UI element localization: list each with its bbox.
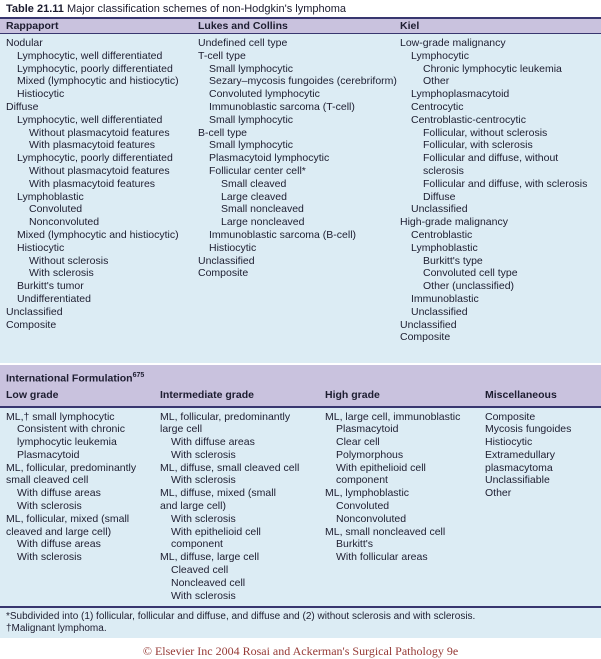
classification-entry: Large noncleaved xyxy=(221,216,305,229)
footnote-dagger: †Malignant lymphoma. xyxy=(6,622,107,634)
column-high-grade xyxy=(319,411,479,606)
section1-body xyxy=(0,34,601,363)
section2-title xyxy=(0,367,601,388)
classification-entry: Convoluted cell type xyxy=(423,267,518,280)
column-header-low-grade: Low grade xyxy=(6,389,59,401)
column-miscellaneous xyxy=(479,411,601,606)
classification-entry: sclerosis xyxy=(423,164,464,177)
classification-entry: Small lymphocytic xyxy=(209,113,294,126)
classification-entry: cleaved and large cell) xyxy=(6,525,112,538)
classification-entry: Convoluted xyxy=(336,500,390,513)
classification-entry: ML, follicular, predominantly xyxy=(6,461,137,474)
classification-entry: Plasmacytoid xyxy=(17,448,80,461)
classification-entry: Histiocytic xyxy=(17,241,65,254)
classification-entry: With diffuse areas xyxy=(171,436,255,449)
classification-entry: Plasmacytoid lymphocytic xyxy=(209,152,330,165)
classification-entry: Lymphoblastic xyxy=(17,190,84,203)
classification-entry: Mycosis fungoides xyxy=(485,423,572,436)
classification-entry: Other xyxy=(423,75,450,88)
classification-entry: Follicular, without sclerosis xyxy=(423,126,548,139)
classification-entry: ML, small noncleaved cell xyxy=(325,525,446,538)
classification-entry: Composite xyxy=(198,267,249,280)
classification-entry: Composite xyxy=(485,410,536,423)
classification-entry: With epithelioid cell xyxy=(336,461,426,474)
classification-entry: ML, follicular, predominantly xyxy=(160,410,291,423)
classification-entry: ML, follicular, mixed (small xyxy=(6,512,130,525)
classification-entry: Nodular xyxy=(6,37,43,49)
classification-entry: Histiocytic xyxy=(17,88,65,101)
classification-entry: component xyxy=(336,474,388,487)
column-header-high-grade: High grade xyxy=(325,389,380,401)
classification-entry: Undifferentiated xyxy=(17,292,91,305)
classification-entry: Follicular, with sclerosis xyxy=(423,139,533,152)
footnotes xyxy=(0,608,601,638)
classification-entry: Noncleaved cell xyxy=(171,576,246,589)
classification-entry: With follicular areas xyxy=(336,551,428,564)
classification-entry: Diffuse xyxy=(423,190,456,203)
classification-entry: ML, large cell, immunoblastic xyxy=(325,410,461,423)
column-header-rappaport: Rappaport xyxy=(6,20,59,32)
section2-title-reference: 675 xyxy=(132,372,145,379)
classification-entry: Composite xyxy=(400,331,451,344)
column-header-kiel: Kiel xyxy=(400,20,420,32)
classification-entry: With sclerosis xyxy=(171,589,236,602)
classification-entry: With sclerosis xyxy=(17,500,82,513)
section2-header-band xyxy=(0,365,601,406)
classification-entry: With plasmacytoid features xyxy=(29,177,156,190)
classification-entry: Sezary–mycosis fungoides (cerebriform) xyxy=(209,75,397,88)
column-header-intermediate-grade: Intermediate grade xyxy=(160,389,254,401)
classification-entry: Small lymphocytic xyxy=(209,139,294,152)
classification-entry: plasmacytoma xyxy=(485,461,553,474)
classification-entry: With sclerosis xyxy=(29,267,94,280)
classification-entry: Extramedullary xyxy=(485,448,556,461)
classification-entry: ML, lymphoblastic xyxy=(325,487,410,500)
classification-entry: Immunoblastic xyxy=(411,292,479,305)
classification-entry: Chronic lymphocytic leukemia xyxy=(423,62,562,75)
classification-entry: Composite xyxy=(6,318,57,331)
classification-entry: ML, diffuse, large cell xyxy=(160,551,260,564)
classification-entry: Lymphocytic xyxy=(411,49,469,62)
classification-entry: T-cell type xyxy=(198,49,246,62)
classification-entry: Consistent with chronic xyxy=(17,423,125,436)
table-caption xyxy=(0,0,601,17)
classification-entry: Histiocytic xyxy=(209,241,257,254)
column-header-lukes-and-collins: Lukes and Collins xyxy=(198,20,288,32)
classification-entry: lymphocytic leukemia xyxy=(17,436,117,449)
classification-entry: Unclassified xyxy=(198,254,255,267)
table-number: Table 21.11 xyxy=(6,3,64,15)
classification-entry: With plasmacytoid features xyxy=(29,139,156,152)
table-caption-text: Major classification schemes of non-Hodgkin's lymphoma xyxy=(63,3,346,15)
classification-entry: Burkitt's xyxy=(336,538,374,551)
classification-entry: small cleaved cell xyxy=(6,474,89,487)
classification-entry: Lymphoplasmacytoid xyxy=(411,88,510,101)
classification-entry: Unclassified xyxy=(411,203,468,216)
classification-entry: Nonconvoluted xyxy=(336,512,407,525)
classification-entry: Without sclerosis xyxy=(29,254,109,267)
classification-entry: Follicular and diffuse, without xyxy=(423,152,559,165)
column-rappaport xyxy=(0,37,192,363)
classification-entry: Low-grade malignancy xyxy=(400,37,506,49)
classification-entry: Centrocytic xyxy=(411,100,464,113)
classification-entry: Immunoblastic sarcoma (T-cell) xyxy=(209,100,355,113)
section1-header-row xyxy=(0,19,601,33)
classification-entry: With diffuse areas xyxy=(17,538,101,551)
classification-entry: Follicular center cell* xyxy=(209,164,306,177)
section2-header-row xyxy=(0,388,601,403)
classification-entry: Small noncleaved xyxy=(221,203,304,216)
classification-entry: Lymphocytic, poorly differentiated xyxy=(17,62,173,75)
copyright-line: © Elsevier Inc 2004 Rosai and Ackerman's Surgical Pathology 9e xyxy=(142,644,459,658)
classification-entry: Clear cell xyxy=(336,436,380,449)
classification-entry: Burkitt's tumor xyxy=(17,280,84,293)
classification-entry: B-cell type xyxy=(198,126,248,139)
classification-entry: With sclerosis xyxy=(17,551,82,564)
classification-entry: Diffuse xyxy=(6,100,39,113)
classification-entry: With epithelioid cell xyxy=(171,525,261,538)
classification-entry: Small cleaved xyxy=(221,177,287,190)
classification-entry: High-grade malignancy xyxy=(400,216,508,229)
classification-entry: ML,† small lymphocytic xyxy=(6,410,115,423)
classification-entry: Convoluted lymphocytic xyxy=(209,88,320,101)
classification-entry: Unclassified xyxy=(400,318,457,331)
classification-entry: Without plasmacytoid features xyxy=(29,164,170,177)
classification-entry: Nonconvoluted xyxy=(29,216,100,229)
classification-entry: Centroblastic xyxy=(411,228,473,241)
classification-entry: ML, diffuse, mixed (small xyxy=(160,487,276,500)
classification-entry: With sclerosis xyxy=(171,448,236,461)
classification-entry: Unclassified xyxy=(411,305,468,318)
classification-entry: Other (unclassified) xyxy=(423,280,515,293)
classification-entry: Mixed (lymphocytic and histiocytic) xyxy=(17,75,179,88)
section2-body xyxy=(0,408,601,606)
classification-entry: Large cleaved xyxy=(221,190,287,203)
classification-entry: With diffuse areas xyxy=(17,487,101,500)
classification-entry: Plasmacytoid xyxy=(336,423,399,436)
classification-entry: Centroblastic-centrocytic xyxy=(411,113,526,126)
classification-entry: With sclerosis xyxy=(171,474,236,487)
classification-entry: Lymphocytic, poorly differentiated xyxy=(17,152,173,165)
classification-entry: Other xyxy=(485,487,512,500)
classification-entry: Small lymphocytic xyxy=(209,62,294,75)
classification-entry: Polymorphous xyxy=(336,448,404,461)
classification-entry: Convoluted xyxy=(29,203,83,216)
column-low-grade xyxy=(0,411,154,606)
footnote-asterisk: *Subdivided into (1) follicular, follicular and diffuse, and diffuse and (2) without sclerosis and with sclerosis. xyxy=(6,610,476,622)
classification-entry: large cell xyxy=(160,423,203,436)
column-intermediate-grade xyxy=(154,411,319,606)
classification-entry: ML, diffuse, small cleaved cell xyxy=(160,461,300,474)
classification-entry: Immunoblastic sarcoma (B-cell) xyxy=(209,228,357,241)
classification-entry: Follicular and diffuse, with sclerosis xyxy=(423,177,588,190)
classification-entry: component xyxy=(171,538,223,551)
classification-entry: Burkitt's type xyxy=(423,254,483,267)
classification-entry: Undefined cell type xyxy=(198,37,288,49)
classification-entry: and large cell) xyxy=(160,500,226,513)
classification-entry: Lymphocytic, well differentiated xyxy=(17,113,163,126)
section2-title-text: International Formulation xyxy=(6,372,133,385)
classification-entry: Cleaved cell xyxy=(171,564,229,577)
column-header-miscellaneous: Miscellaneous xyxy=(485,389,557,401)
classification-entry: With sclerosis xyxy=(171,512,236,525)
classification-entry: Lymphoblastic xyxy=(411,241,478,254)
column-lukes-and-collins xyxy=(192,37,397,363)
classification-entry: Histiocytic xyxy=(485,436,533,449)
classification-entry: Unclassifiable xyxy=(485,474,550,487)
classification-entry: Unclassified xyxy=(6,305,63,318)
classification-entry: Mixed (lymphocytic and histiocytic) xyxy=(17,228,179,241)
column-kiel xyxy=(394,37,601,363)
classification-entry: Lymphocytic, well differentiated xyxy=(17,49,163,62)
classification-entry: Without plasmacytoid features xyxy=(29,126,170,139)
